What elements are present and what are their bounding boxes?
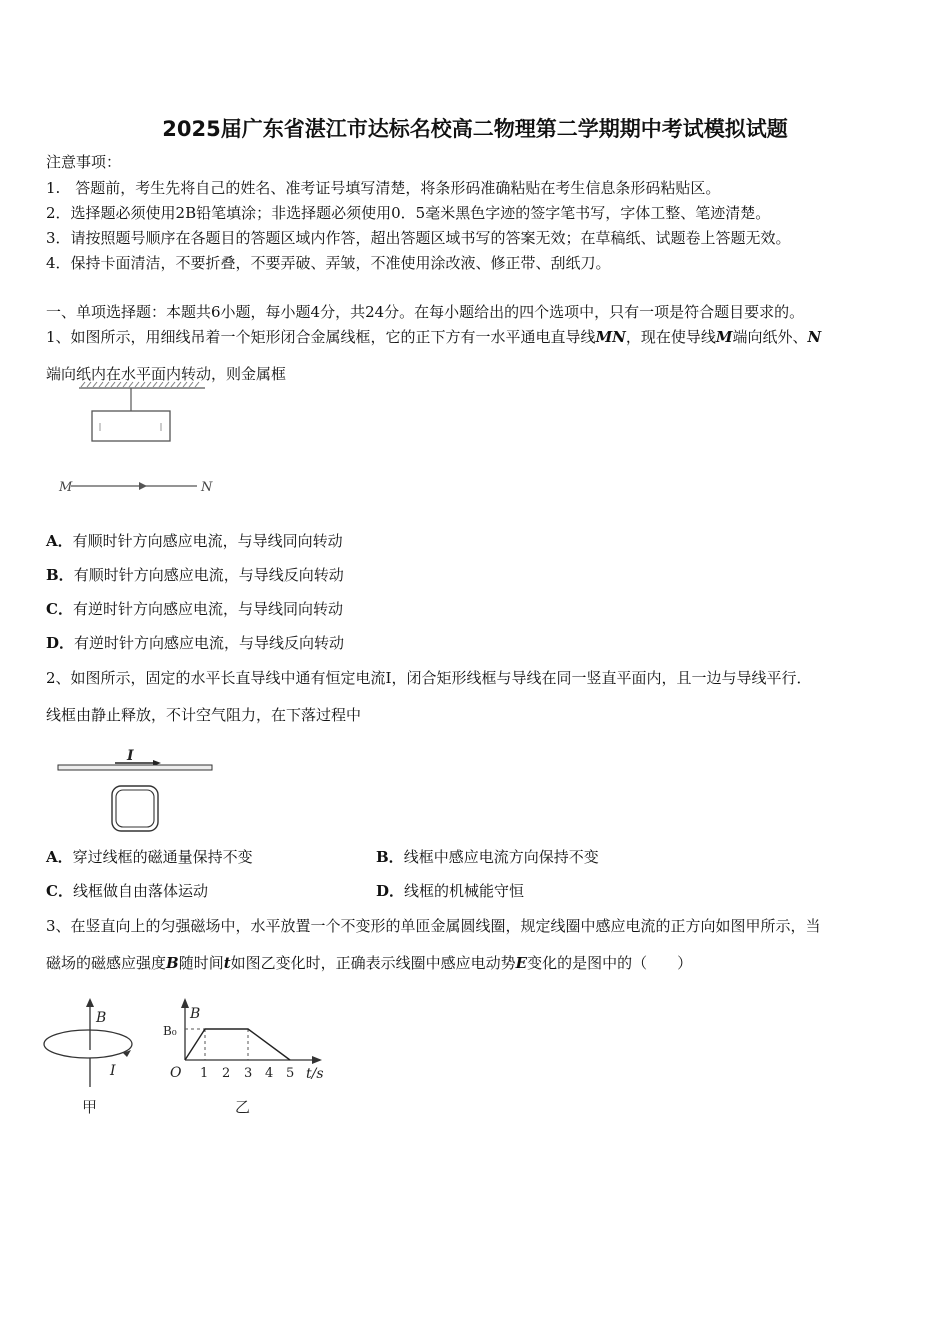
current-arrow-icon: [139, 482, 147, 490]
tick-2: 2: [222, 1066, 231, 1081]
note-item-3: 3．请按照题号顺序在各题目的答题区域内作答，超出答题区域书写的答案无效；在草稿纸、试题卷上答题无效。: [46, 229, 791, 247]
note-item-4: 4．保持卡面清洁，不要折叠，不要弄破、弄皱，不准使用涂改液、修正带、刮纸刀。: [46, 254, 611, 272]
label-i: I: [110, 1063, 116, 1079]
q3-stem-line1: 3、在竖直向上的匀强磁场中，水平放置一个不变形的单匝金属圆线圈，规定线圈中感应电流的正方向如图甲所示，当: [46, 917, 821, 935]
notes-heading: 注意事项：: [46, 153, 122, 171]
x-axis-arrow-icon: [312, 1056, 322, 1064]
q2-option-c[interactable]: C．线框做自由落体运动: [46, 882, 208, 900]
tick-5: 5: [286, 1066, 295, 1081]
note-item-2: 2．选择题必须使用2B铅笔填涂；非选择题必须使用0．5毫米黑色字迹的签字笔书写，字体工整、笔迹清楚。: [46, 204, 771, 222]
loop-inner: [116, 790, 154, 827]
q3-figure-b: [160, 995, 340, 1120]
x-axis-label: t/s: [306, 1066, 324, 1082]
tick-1: 1: [200, 1066, 209, 1081]
tick-4: 4: [265, 1066, 274, 1081]
label-current-i: I: [127, 748, 134, 764]
field-arrow-icon: [86, 998, 94, 1007]
q2-option-b[interactable]: B．线框中感应电流方向保持不变: [376, 848, 599, 866]
q1-option-d[interactable]: D．有逆时针方向感应电流，与导线反向转动: [46, 634, 345, 652]
page-title: 2025届广东省湛江市达标名校高二物理第二学期期中考试模拟试题: [162, 117, 788, 141]
label-b: B: [96, 1010, 107, 1026]
label-b0: B₀: [163, 1024, 177, 1038]
label-m: M: [59, 480, 73, 495]
q1-option-b[interactable]: B．有顺时针方向感应电流，与导线反向转动: [46, 566, 344, 584]
y-axis-arrow-icon: [181, 998, 189, 1008]
q2-option-a[interactable]: A．穿过线框的磁通量保持不变: [46, 848, 253, 866]
coil-ring: [44, 1030, 132, 1058]
metal-frame: [92, 411, 170, 441]
long-wire: [58, 765, 212, 770]
q1-stem-line1: 1、如图所示，用细线吊着一个矩形闭合金属线框，它的正下方有一水平通电直导线MN，现在使导线M端向纸外、N: [46, 328, 822, 346]
tick-3: 3: [244, 1066, 253, 1081]
q2-option-d[interactable]: D．线框的机械能守恒: [376, 882, 525, 900]
q1-stem-line2: 端向纸内在水平面内转动，则金属框: [46, 365, 287, 383]
section-heading: 一、单项选择题：本题共6小题，每小题4分，共24分。在每小题给出的四个选项中，只有一项是符合题目要求的。: [46, 303, 805, 321]
loop-outer: [112, 786, 158, 831]
caption-yi: 乙: [235, 1098, 251, 1116]
b-t-curve: [185, 1029, 290, 1060]
q2-figure: [55, 742, 220, 837]
q3-figure-a: [40, 995, 150, 1120]
q1-option-c[interactable]: C．有逆时针方向感应电流，与导线同向转动: [46, 600, 343, 618]
note-item-1: 1. 答题前，考生先将自己的姓名、准考证号填写清楚，将条形码准确粘贴在考生信息条形码粘贴区。: [46, 179, 721, 197]
label-n: N: [201, 480, 213, 495]
q2-stem-line2: 线框由静止释放，不计空气阻力，在下落过程中: [46, 706, 362, 724]
q1-option-a[interactable]: A．有顺时针方向感应电流，与导线同向转动: [46, 532, 343, 550]
q2-stem-line1: 2、如图所示，固定的水平长直导线中通有恒定电流I，闭合矩形线框与导线在同一竖直平面内，且一边与导线平行．: [46, 669, 812, 687]
caption-jia: 甲: [82, 1098, 98, 1116]
label-origin: O: [170, 1065, 182, 1081]
q1-figure: [55, 378, 225, 500]
q3-stem-line2: 磁场的磁感应强度B随时间t如图乙变化时，正确表示线圈中感应电动势E变化的是图中的（ ）: [46, 954, 693, 972]
label-b: B: [190, 1006, 201, 1022]
